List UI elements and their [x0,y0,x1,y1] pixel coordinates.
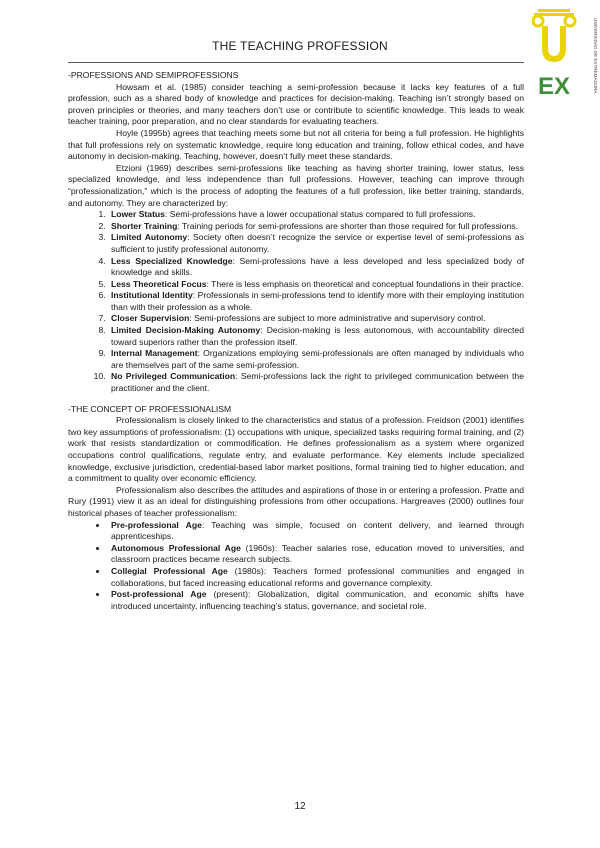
list-item: • Pre-professional Age: Teaching was simple, focused on content delivery, and learned through apprenticeships. [108,520,524,543]
paragraph: Professionalism is closely linked to the characteristics and status of a profession. Freidson (2001) identifies two key assumptions of professionalism: (1) occupations with unique, specialized tasks requiring formal training, and (2) work that resists standardization or commodification. He defines professionalism as a system where organized occupations control qualifications, regulate entry, and evaluate performance. Key elements include specialized knowledge, exclusive jurisdiction, credential-based labor market positions, formal training tied to higher education, and a commitment to quality over economic efficiency. [68,415,524,484]
list-item: 3. Limited Autonomy: Society often doesn’t recognize the service or expertise level of semi-professions as sufficient to justify professional autonomy. [108,232,524,255]
paragraph: Hoyle (1995b) agrees that teaching meets some but not all criteria for being a full profession. He highlights that full professions rely on systematic knowledge, require long education and training, follow ethical codes, and have autonomy in decision-making. Teaching, however, doesn’t fully meet these standards. [68,127,524,162]
list-item: • Autonomous Professional Age (1960s): Teacher salaries rose, education moved to universities, and classroom practices became research subjects. [108,543,524,566]
list-item: • Collegial Professional Age (1980s): Teachers formed professional communities and engaged in collaborations, but faced increasing educational reforms and governance complexity. [108,566,524,589]
paragraph: Howsam et al. (1985) consider teaching a semi-profession because it lacks key features of a full profession, such as a shared body of knowledge and practices for decision-making. Teaching isn’t strongly based on proven principles or theories, and many teachers don’t use or contribute to scientific knowledge. This leads to weak teacher training, poor preparation, and no clear standards for evaluating teachers. [68,81,524,127]
paragraph: Etzioni (1969) describes semi-professions like teaching as having shorter training, lower status, less specialized knowledge, and less independence than full professions. However, teaching can improve through “professionalization,” which is the process of adopting the features of a full profession, like better training, standards, and autonomy. They are characterized by: [68,162,524,208]
list-item: 8. Limited Decision-Making Autonomy: Decision-making is less autonomous, with accountability directed toward superiors rather than the profession itself. [108,325,524,348]
list-item: • Post-professional Age (present): Globalization, digital communication, and economic shifts have introduced uncertainty, influencing teaching’s status, governance, and societal role. [108,589,524,612]
section-heading: -PROFESSIONS AND SEMIPROFESSIONS [68,70,239,80]
list-item: 4. Less Specialized Knowledge: Semi-professions have a less developed and less specialized body of knowledge and skills. [108,256,524,279]
list-item: 7. Closer Supervision: Semi-professions are subject to more administrative and supervisory control. [108,313,524,325]
section-heading: -THE CONCEPT OF PROFESSIONALISM [68,403,232,414]
list-item: 2. Shorter Training: Training periods for semi-professions are shorter than those required for full professions. [108,221,524,233]
list-item: 10. No Privileged Communication: Semi-professions lack the right to privileged communication between the practitioner and the client. [108,371,524,394]
list-item: 5. Less Theoretical Focus: There is less emphasis on theoretical and conceptual foundations in their practice. [108,279,524,291]
page-number: 12 [294,801,306,812]
svg-text:UNIVERSIDAD DE EXTREMADURA: UNIVERSIDAD DE EXTREMADURA [593,18,598,94]
list-item: 1. Lower Status: Semi-professions have a lower occupational status compared to full professions. [108,209,524,221]
header-divider [68,62,524,63]
page-header-title: THE TEACHING PROFESSION [212,39,388,53]
professionalism-phases-list [68,520,524,613]
semiprofession-characteristics-list [68,209,524,395]
logo-letters: EX [537,73,571,98]
paragraph: Professionalism also describes the attitudes and aspirations of those in or entering a profession. Pratte and Rury (1991) view it as an ideal for distinguishing professions from other occupations. Hargreaves (2000) outlines four historical phases of teacher professionalism: [68,484,524,518]
list-item: 6. Institutional Identity: Professionals in semi-professions tend to identify more with their employing institution than with their profession as a whole. [108,290,524,313]
main-content [68,70,524,612]
list-item: 9. Internal Management: Organizations employing semi-professionals are often managed by individuals who are themselves part of the same semi-profession. [108,348,524,371]
